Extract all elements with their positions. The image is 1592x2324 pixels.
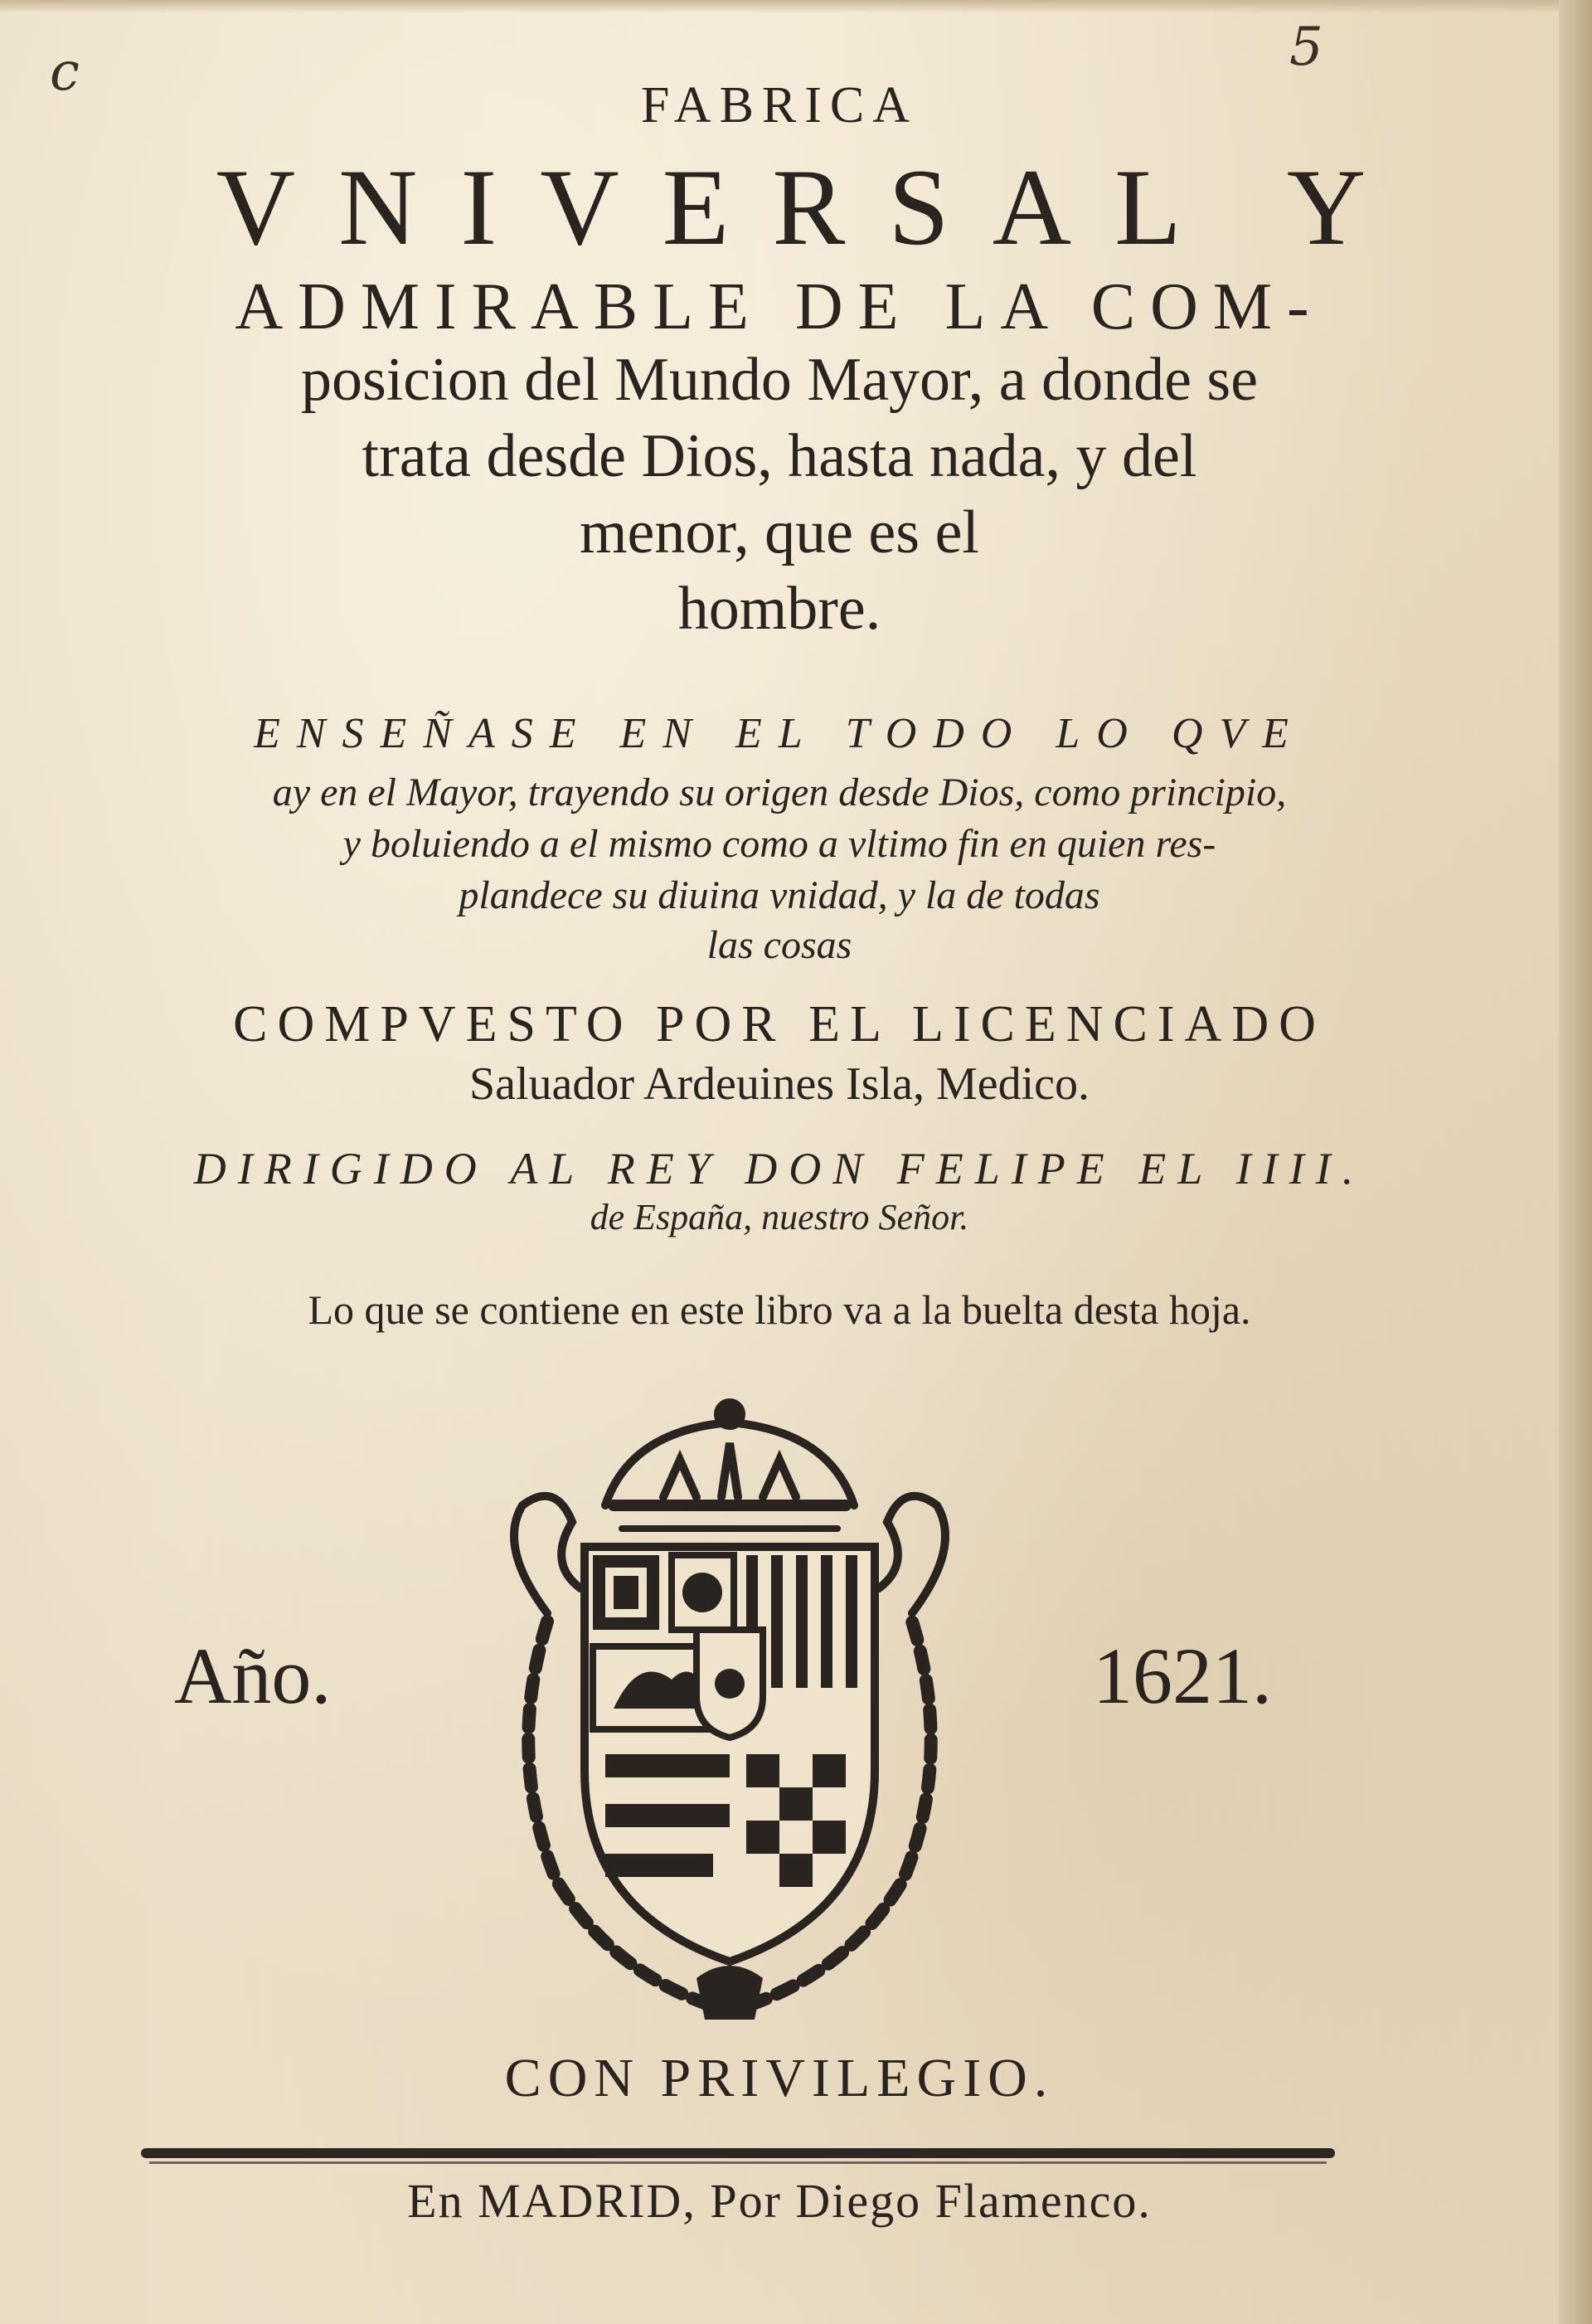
- author-credit: COMPVESTO POR EL LICENCIADO: [233, 996, 1326, 1053]
- contents-note: Lo que se contiene en este libro va a la buelta desta hoja.: [308, 1286, 1251, 1333]
- dedication-line-2: de España, nuestro Señor.: [590, 1197, 969, 1237]
- imprint-place: En MADRID, Por Diego Flamenco.: [407, 2174, 1152, 2228]
- page-right-edge: [1559, 0, 1592, 2324]
- title-fabrica: FABRICA: [640, 77, 919, 134]
- description-heading: ENSEÑASE EN EL TODO LO QVE: [254, 710, 1305, 757]
- title-universal: VNIVERSAL Y: [216, 146, 1410, 268]
- description-line-2: y boluiendo a el mismo como a vltimo fin en quien res-: [342, 822, 1216, 866]
- description-line-3: plandece su diuina vnidad, y la de todas: [459, 873, 1100, 917]
- title-line-hombre: hombre.: [677, 575, 881, 643]
- description-line-1: ay en el Mayor, trayendo su origen desde Dios, como principio,: [272, 771, 1287, 814]
- royal-coat-of-arms-icon: [448, 1381, 1012, 2044]
- title-line-trata: trata desde Dios, hasta nada, y del: [362, 422, 1197, 490]
- imprint-rule-thin: [149, 2161, 1327, 2164]
- imprint-ano: Año.: [174, 1631, 332, 1720]
- handwritten-mark-left: c: [50, 41, 80, 103]
- privilege-notice: CON PRIVILEGIO.: [504, 2048, 1055, 2108]
- handwritten-mark-right: 5: [1289, 17, 1323, 78]
- imprint-year: 1621.: [1093, 1631, 1272, 1720]
- dedication-line-1: DIRIGIDO AL REY DON FELIPE EL IIII.: [193, 1144, 1366, 1194]
- imprint-rule: [141, 2148, 1335, 2158]
- title-line-menor: menor, que es el: [580, 498, 979, 566]
- title-line-posicion: posicion del Mundo Mayor, a donde se: [300, 346, 1259, 414]
- page-top-edge: [0, 0, 1592, 13]
- author-name: Saluador Ardeuines Isla, Medico.: [468, 1058, 1090, 1110]
- title-admirable: ADMIRABLE DE LA COM-: [235, 270, 1324, 343]
- description-line-4: las cosas: [706, 923, 852, 967]
